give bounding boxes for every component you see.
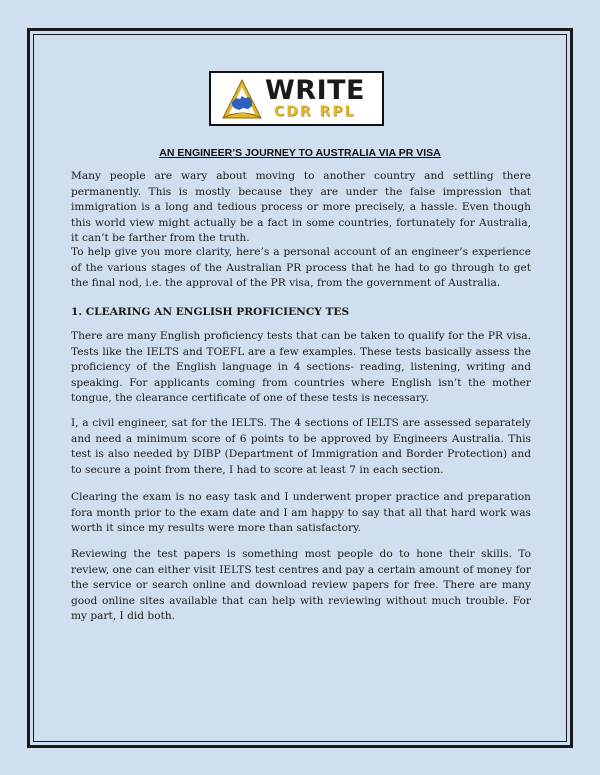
paragraph-intro: Many people are wary about moving to another country and settling there permanently. This is mostly because they are under the false impression that immigration is a long and tedious process or more precisely, a hassle. Even though this world view might actually be a fact in some countries, fortunately for Australia, it can’t be farther from the truth. — [71, 170, 531, 245]
section-heading-english-test: 1. CLEARING AN ENGLISH PROFICIENCY TES — [71, 306, 350, 318]
write-cdr-rpl-logo — [209, 71, 384, 126]
logo-title: WRITE — [265, 75, 365, 106]
paragraph-exam-preparation: Clearing the exam is no easy task and I underwent proper practice and preparation fora month prior to the exam date and I am happy to say that all that hard work was worth it since my results were more than satisfactory. — [71, 491, 531, 535]
paragraph-ielts-experience: I, a civil engineer, sat for the IELTS. The 4 sections of IELTS are assessed separately and need a minimum score of 6 points to be approved by Engineers Australia. This test is also needed by DIBP (Department of Immigration and Border Protection) and to secure a point from there, I had to score at least 7 in each section. — [71, 417, 531, 476]
document-title: AN ENGINEER’S JOURNEY TO AUSTRALIA VIA PR VISA — [159, 147, 441, 159]
paragraph-clarity: To help give you more clarity, here’s a personal account of an engineer’s experience of the various stages of the Australian PR process that he had to go through to get the final nod, i.e. the approval of the PR visa, from the government of Australia. — [71, 246, 531, 290]
australia-map-triangle-icon — [221, 78, 263, 122]
paragraph-english-tests: There are many English proficiency tests that can be taken to qualify for the PR visa. Tests like the IELTS and TOEFL are a few examples. These tests basically assess the proficiency of the English language in 4 sections- reading, listening, writing and speaking. For applicants coming from countries where English isn’t the mother tongue, the clearance certificate of one of these tests is necessary. — [71, 330, 531, 405]
logo-subtitle: CDR RPL — [274, 104, 356, 120]
paragraph-reviewing-papers: Reviewing the test papers is something most people do to hone their skills. To review, one can either visit IELTS test centres and pay a certain amount of money for the service or search online and download review papers for free. There are many good online sites available that can help with reviewing without much trouble. For my part, I did both. — [71, 548, 531, 623]
